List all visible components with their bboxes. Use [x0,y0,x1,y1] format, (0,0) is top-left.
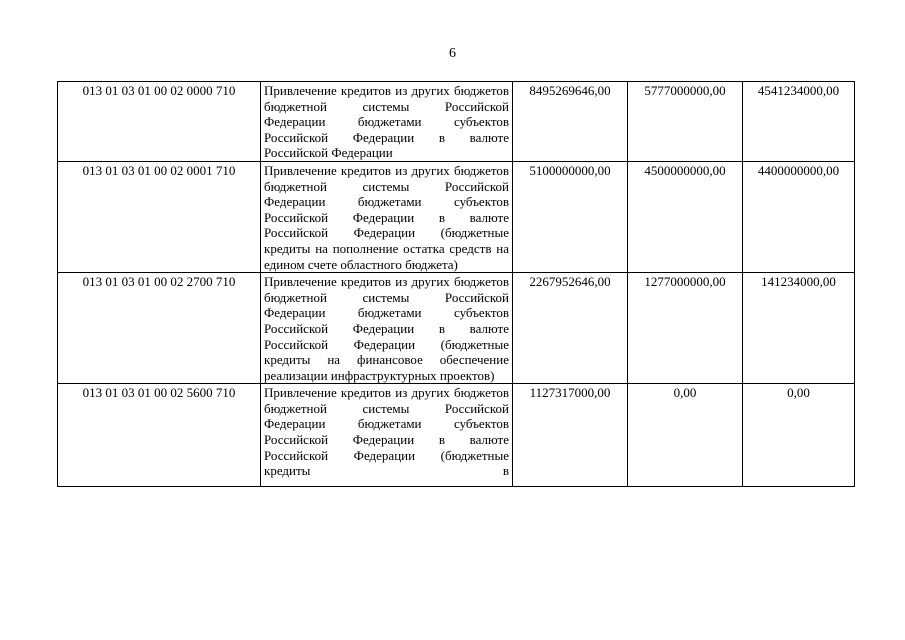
amount-year-1: 1127317000,00 [513,384,628,487]
budget-code: 013 01 03 01 00 02 2700 710 [58,273,261,384]
table-row [58,82,855,162]
amount-year-3: 4400000000,00 [743,161,855,272]
amount-year-3: 0,00 [743,384,855,487]
item-name: Привлечение кредитов из других бюджетов бюджетной системы Российской Федерации бюджетами субъектов Российской Федерации в валюте Российской Федерации [261,82,513,162]
amount-year-2: 1277000000,00 [628,273,743,384]
amount-year-1: 5100000000,00 [513,161,628,272]
budget-table [57,81,855,487]
amount-year-2: 5777000000,00 [628,82,743,162]
item-name: Привлечение кредитов из других бюджетов бюджетной системы Российской Федерации бюджетами субъектов Российской Федерации в валюте Российской Федерации (бюджетные кредиты на финансовое обеспечение реализации инфраструктурных проектов) [261,273,513,384]
budget-code: 013 01 03 01 00 02 5600 710 [58,384,261,487]
budget-code: 013 01 03 01 00 02 0001 710 [58,161,261,272]
table-row [58,161,855,272]
amount-year-1: 8495269646,00 [513,82,628,162]
amount-year-1: 2267952646,00 [513,273,628,384]
page-number: 6 [449,46,456,61]
amount-year-3: 141234000,00 [743,273,855,384]
item-name: Привлечение кредитов из других бюджетов бюджетной системы Российской Федерации бюджетами субъектов Российской Федерации в валюте Российской Федерации (бюджетные кредиты на пополнение остатка средств на едином счете областного бюджета) [261,161,513,272]
budget-code: 013 01 03 01 00 02 0000 710 [58,82,261,162]
table-row [58,384,855,487]
amount-year-2: 0,00 [628,384,743,487]
table-row [58,273,855,384]
amount-year-3: 4541234000,00 [743,82,855,162]
amount-year-2: 4500000000,00 [628,161,743,272]
item-name: Привлечение кредитов из других бюджетов бюджетной системы Российской Федерации бюджетами субъектов Российской Федерации в валюте Российской Федерации (бюджетные кредиты в [261,384,513,487]
